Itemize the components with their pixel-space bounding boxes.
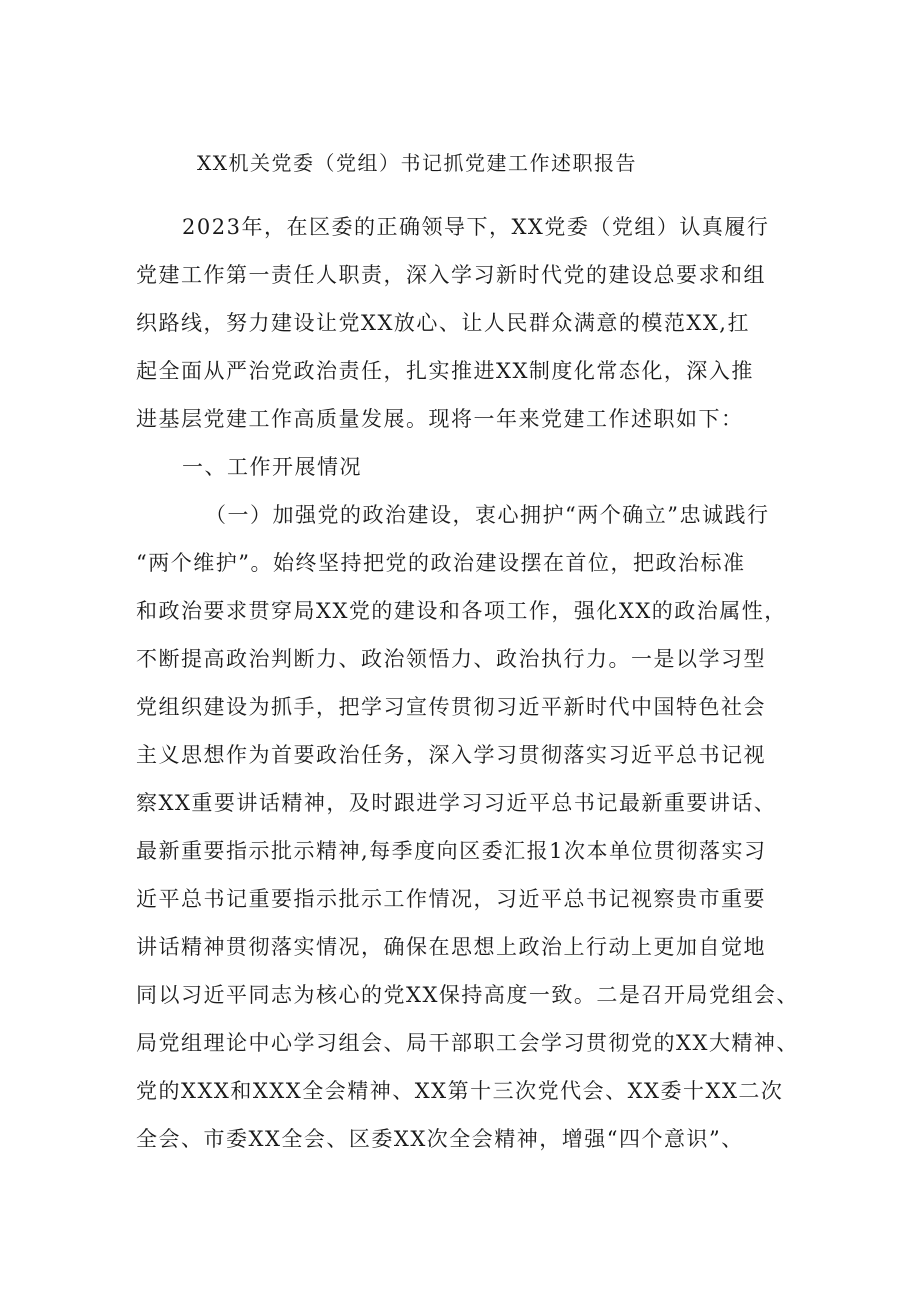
paragraph-line: 全会、市委XX全会、区委XX次全会精神，增强“四个意识”、	[136, 1127, 744, 1151]
paragraph-line: 同以习近平同志为核心的党XX保持高度一致。二是召开局党组会、	[136, 983, 799, 1007]
paragraph-line: 织路线，努力建设让党XX放心、让人民群众满意的模范XX,扛	[136, 311, 750, 335]
paragraph-line: 和政治要求贯穿局XX党的建设和各项工作，强化XX的政治属性，	[136, 599, 787, 623]
paragraph-line: 主义思想作为首要政治任务，深入学习贯彻落实习近平总书记视	[136, 743, 766, 767]
paragraph-line: 最新重要指示批示精神,每季度向区委汇报1次本单位贯彻落实习	[136, 839, 767, 863]
paragraph-line: 不断提高政治判断力、政治领悟力、政治执行力。一是以学习型	[136, 647, 766, 671]
paragraph-line: 党的XXX和XXX全会精神、XX第十三次党代会、XX委十XX二次	[136, 1079, 784, 1103]
paragraph-line: “两个维护”。始终坚持把党的政治建设摆在首位，把政治标准	[136, 551, 746, 575]
paragraph-line: 起全面从严治党政治责任，扎实推进XX制度化常态化，深入推	[136, 359, 754, 383]
paragraph-line: 近平总书记重要指示批示工作情况，习近平总书记视察贵市重要	[136, 887, 766, 911]
paragraph-line: 2023年，在区委的正确领导下，XX党委（党组）认真履行	[182, 215, 770, 239]
paragraph-line: 局党组理论中心学习组会、局干部职工会学习贯彻党的XX大精神、	[136, 1031, 799, 1055]
paragraph-line: 察XX重要讲话精神，及时跟进学习习近平总书记最新重要讲话、	[136, 791, 777, 815]
paragraph-line: （一）加强党的政治建设，衷心拥护“两个确立”忠诚践行	[205, 503, 770, 527]
paragraph-line: 进基层党建工作高质量发展。现将一年来党建工作述职如下：	[136, 407, 744, 431]
document-title: XX机关党委（党组）书记抓党建工作述职报告	[197, 151, 637, 175]
paragraph-line: 讲话精神贯彻落实情况，确保在思想上政治上行动上更加自觉地	[136, 935, 766, 959]
section-heading: 一、工作开展情况	[182, 455, 362, 479]
paragraph-line: 党建工作第一责任人职责，深入学习新时代党的建设总要求和组	[136, 263, 766, 287]
paragraph-line: 党组织建设为抓手，把学习宣传贯彻习近平新时代中国特色社会	[136, 695, 766, 719]
